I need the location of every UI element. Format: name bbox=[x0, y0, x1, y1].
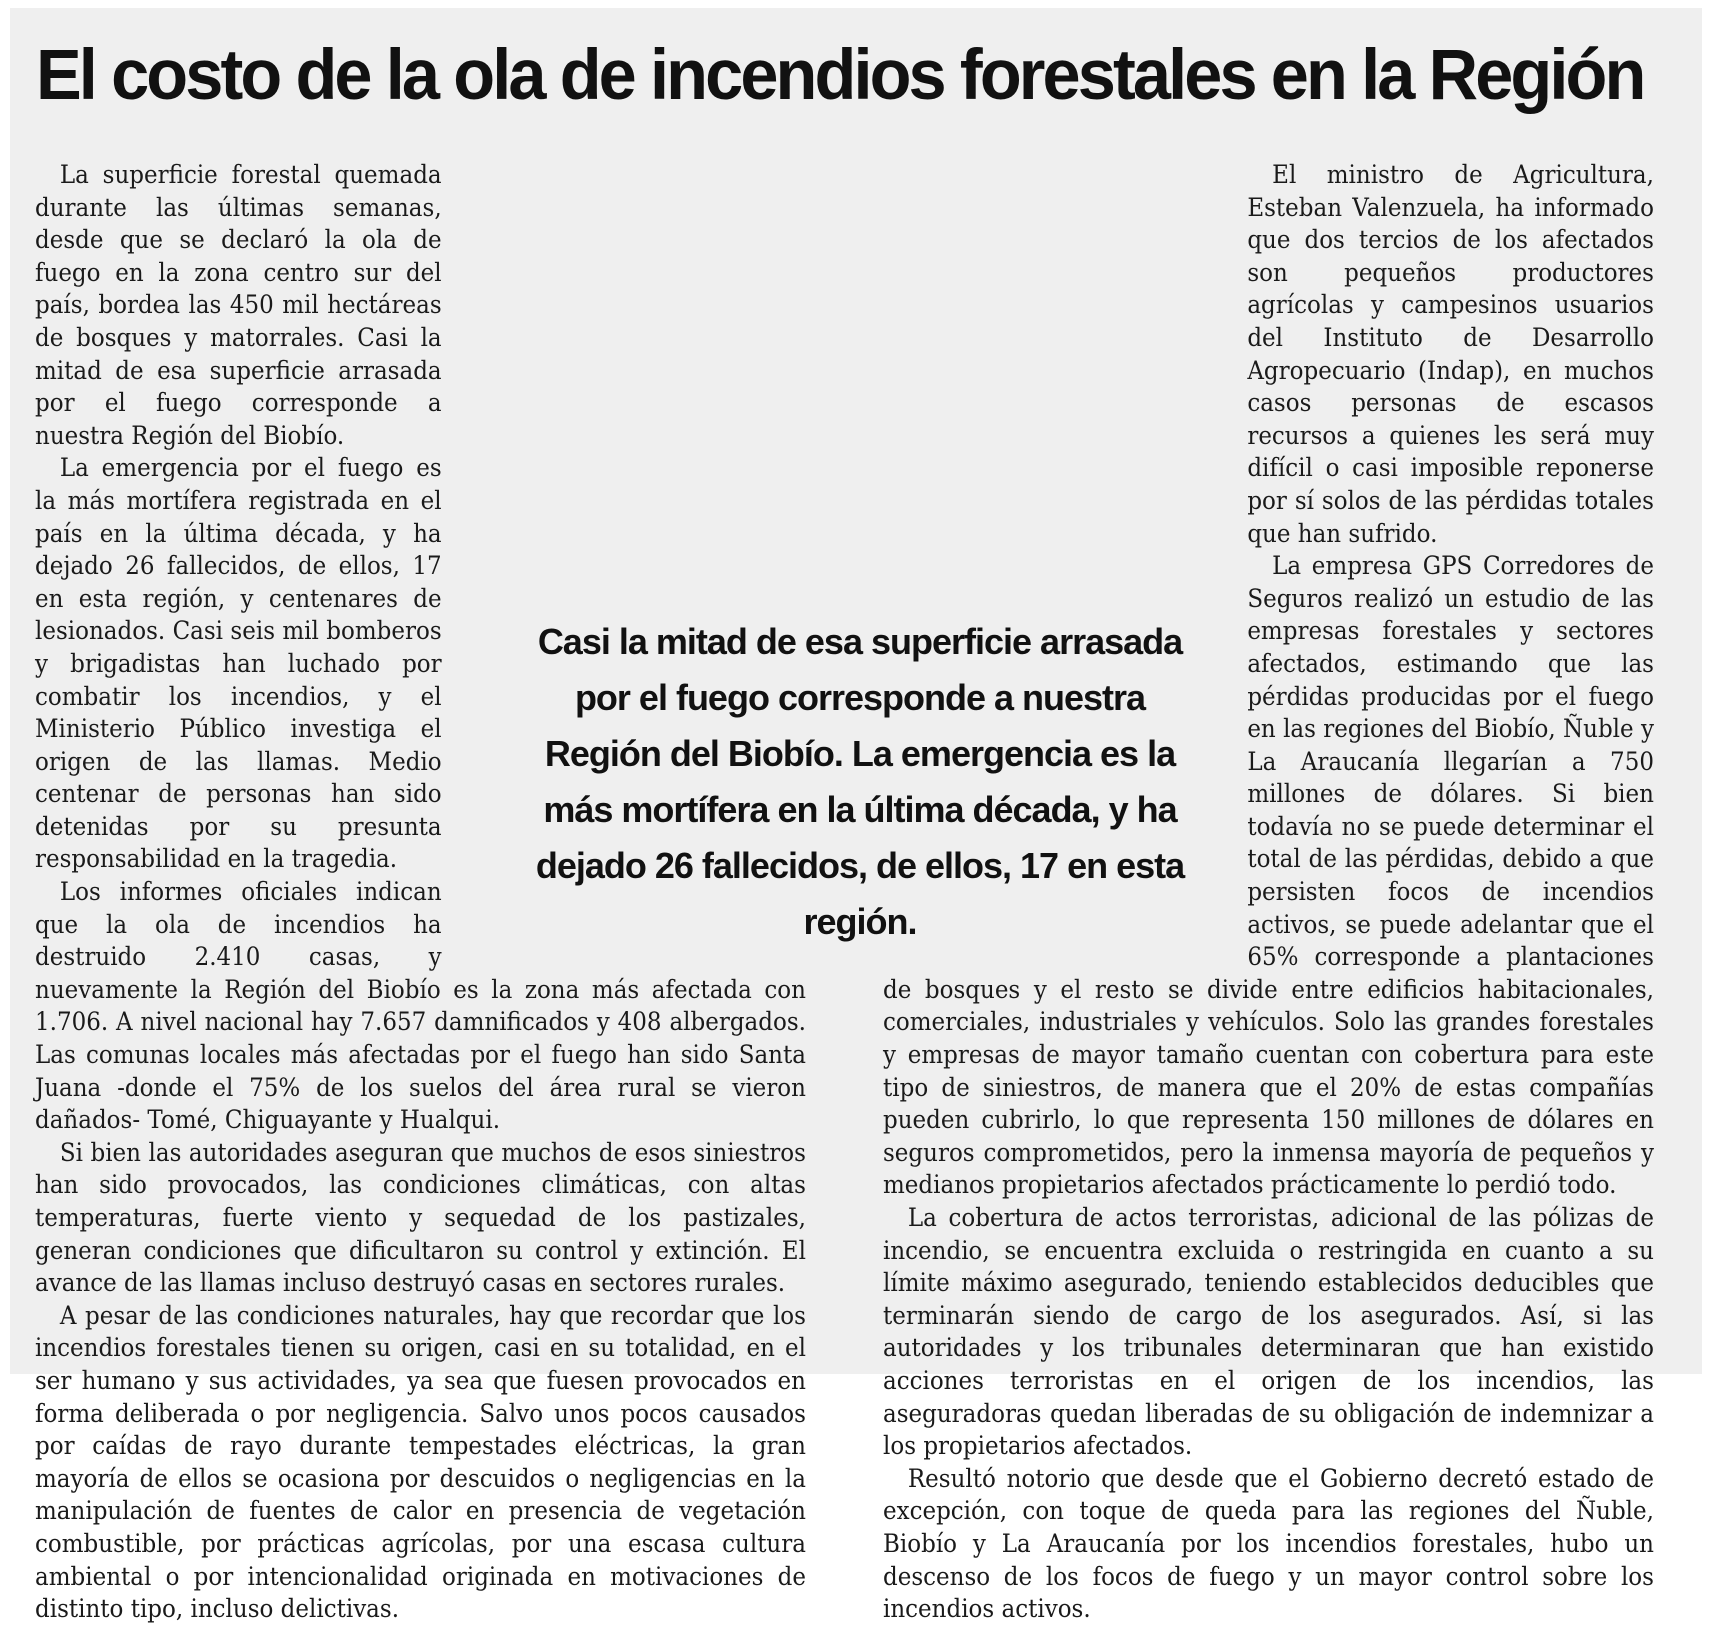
right-paragraph-3: La cobertura de actos terroristas, adicional de las pólizas de incendio, se encuentra excluida o restringida en cuanto a su límite máximo asegurado, teniendo establecidos deducibles que terminarán siendo de cargo de los asegurados. Así, si las autoridades y los tribunales determinaran que han existido acciones terroristas en el origen de los incendios, las aseguradoras quedan liberadas de su obligación de indemnizar a los propietarios afectados. bbox=[883, 1203, 1654, 1461]
left-paragraph-5: A pesar de las condiciones naturales, hay que recordar que los incendios forestales tienen su origen, casi en su totalidad, en el ser humano y sus actividades, ya sea que fuesen provocados en forma deliberada o por negligencia. Salvo unos pocos causados por caídas de rayo durante tempestades eléctricas, la gran mayoría de ellos se ocasiona por descuidos o negligencias en la manipulación de fuentes de calor en presencia de vegetación combustible, por prácticas agrícolas, por una escasa cultura ambiental o por intencionalidad originada en motivaciones de distinto tipo, incluso delictivas. bbox=[35, 1300, 806, 1624]
right-paragraph-4: Resultó notorio que desde que el Gobierno decretó estado de excepción, con toque de queda para las regiones del Ñuble, Biobío y La Araucanía por los incendios forestales, hubo un descenso de los focos de fuego y un mayor control sobre los incendios activos. bbox=[883, 1463, 1654, 1624]
left-paragraph-4: Si bien las autoridades aseguran que muchos de esos siniestros han sido provocados, las condiciones climáticas, con altas temperaturas, fuerte viento y sequedad de los pastizales, generan condiciones que dificultaron su control y extinción. El avance de las llamas incluso destruyó casas en sectores rurales. bbox=[35, 1137, 806, 1298]
left-paragraph-3: Los informes oficiales indican que la ola de incendios ha destruido 2.410 casas, y nuevamente la Región del Biobío es la zona más afectada con 1.706. A nivel nacional hay 7.657 damnificados y 408 albergados. Las comunas locales más afectadas por el fuego han sido Santa Juana -donde el 75% de los suelos del área rural se vieron dañados- Tomé, Chiguayante y Hualqui. bbox=[35, 877, 806, 1135]
headline: El costo de la ola de incendios forestales en la Región bbox=[36, 36, 1644, 115]
pull-quote: Casi la mitad de esa superficie arrasada por el fuego corresponde a nuestra Región del Biobío. La emergencia es la más mortífera en la última década, y ha dejado 26 fallecidos, de ellos, 17 en esta región. bbox=[535, 621, 1185, 942]
right-paragraph-1: El ministro de Agricultura, Esteban Valenzuela, ha informado que dos tercios de los afectados son pequeños productores agrícolas y campesinos usuarios del Instituto de Desarrollo Agropecuario (Indap), en muchos casos personas de escasos recursos a quienes les será muy difícil o casi imposible reponerse por sí solos de las pérdidas totales que han sufrido. bbox=[1247, 160, 1654, 548]
left-paragraph-1: La superficie forestal quemada durante las últimas semanas, desde que se declaró la ola de fuego en la zona centro sur del país, bordea las 450 mil hectáreas de bosques y matorrales. Casi la mitad de esa superficie arrasada por el fuego corresponde a nuestra Región del Biobío. bbox=[35, 160, 442, 450]
newspaper-page bbox=[10, 8, 1702, 1624]
right-paragraph-2: La empresa GPS Corredores de Seguros realizó un estudio de las empresas forestales y sectores afectados, estimando que las pérdidas producidas por el fuego en las regiones del Biobío, Ñuble y La Araucanía llegarían a 750 millones de dólares. Si bien todavía no se puede determinar el total de las pérdidas, debido a que persisten focos de incendios activos, se puede adelantar que el 65% corresponde a plantaciones de bosques y el resto se divide entre edificios habitacionales, comerciales, industriales y vehículos. Solo las grandes forestales y empresas de mayor tamaño cuentan con cobertura para este tipo de siniestros, de manera que el 20% de estas compañías pueden cubrirlo, lo que representa 150 millones de dólares en seguros comprometidos, pero la inmensa mayoría de pequeños y medianos propietarios afectados prácticamente lo perdió todo. bbox=[883, 551, 1654, 1200]
left-paragraph-2: La emergencia por el fuego es la más mortífera registrada en el país en la última década, y ha dejado 26 fallecidos, de ellos, 17 en esta región, y centenares de lesionados. Casi seis mil bomberos y brigadistas han luchado por combatir los incendios, y el Ministerio Público investiga el origen de las llamas. Medio centenar de personas han sido detenidas por su presunta responsabilidad en la tragedia. bbox=[35, 453, 442, 874]
